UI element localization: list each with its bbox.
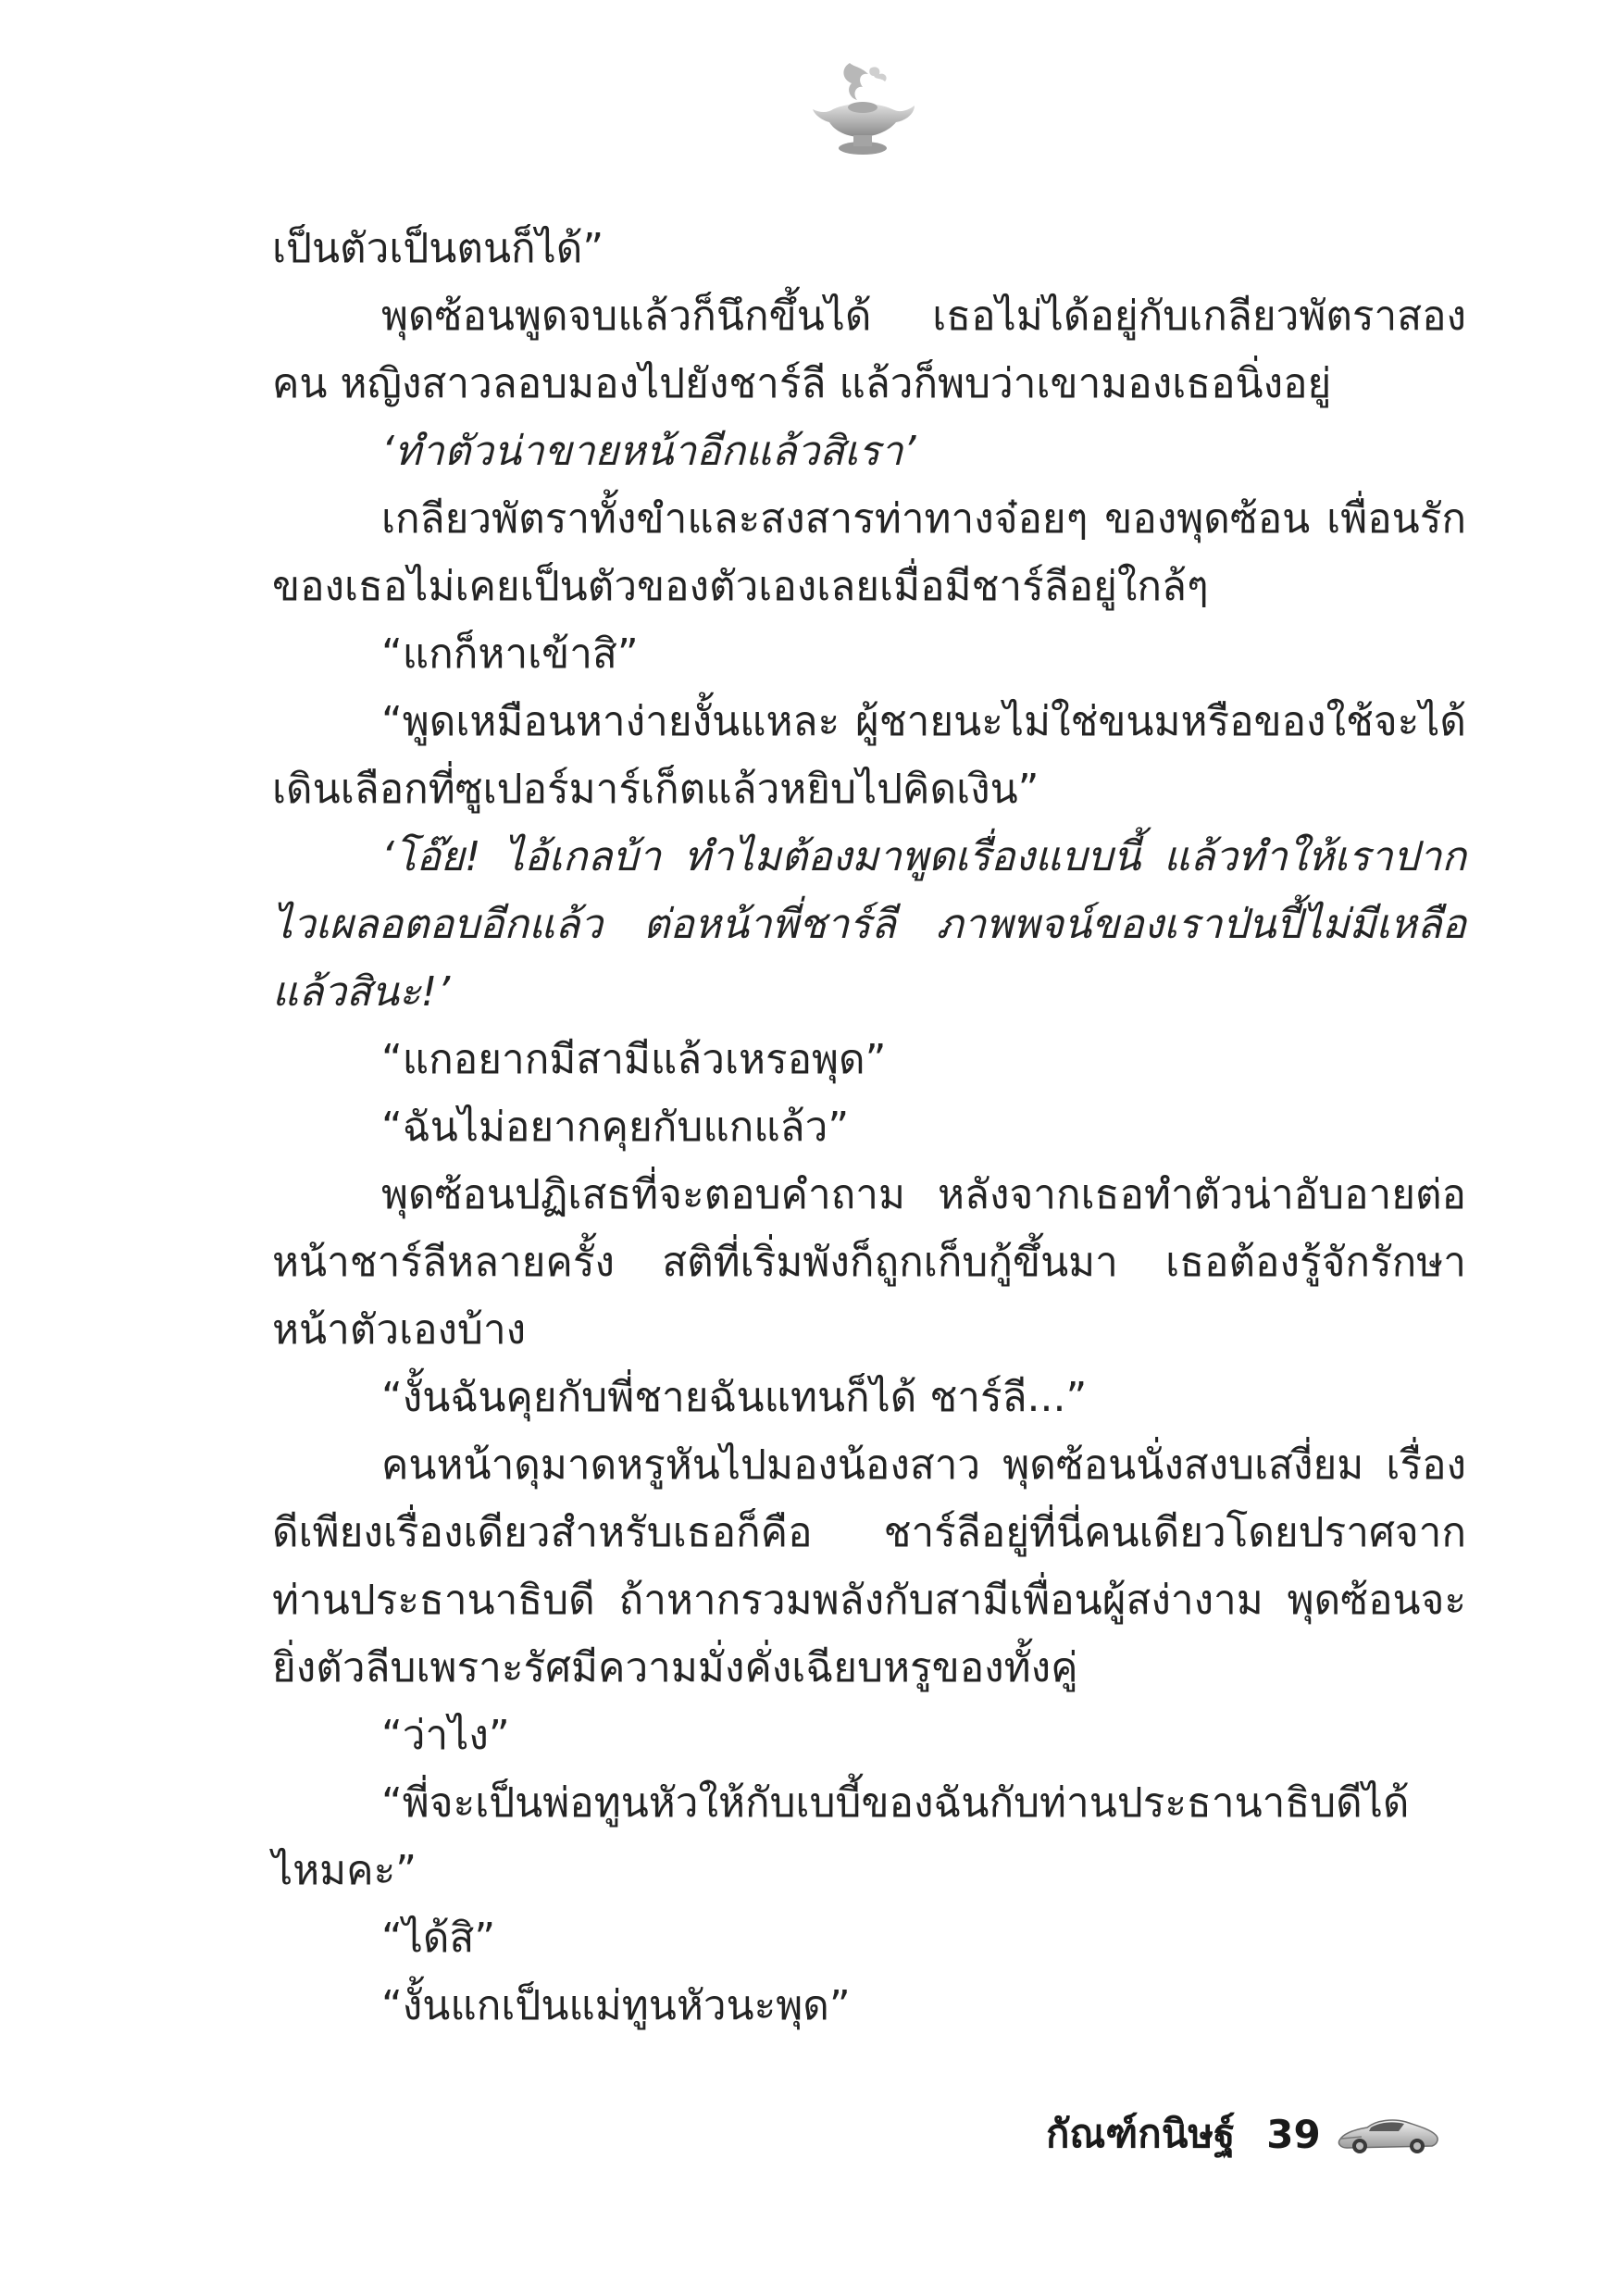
sports-car-icon (1334, 2109, 1441, 2159)
genie-lamp-icon (796, 56, 926, 167)
paragraph-11-dialogue: “งั้นฉันคุยกับพี่ชายฉันแทนก็ได้ ชาร์ลี...” (381, 1374, 1088, 1421)
paragraph-8-dialogue: “แกอยากมีสามีแล้วเหรอพุด” (381, 1036, 887, 1083)
page-number: 39 (1266, 2111, 1321, 2157)
paragraph-16-dialogue: “งั้นแกเป็นแม่ทูนหัวนะพุด” (381, 1982, 851, 2029)
paragraph-15-dialogue: “ได้สิ” (381, 1915, 496, 1962)
paragraph-10: พุดซ้อนปฏิเสธที่จะตอบคำถาม หลังจากเธอทำตัวน่าอับอายต่อหน้าชาร์ลีหลายครั้ง สติที่เริ่มพังก็ถูกเก็บกู้ขึ้นมา เธอต้องรู้จักรักษาหน้าตัวเองบ้าง (272, 1171, 1466, 1354)
paragraph-12: คนหน้าดุมาดหรูหันไปมองน้องสาว พุดซ้อนนั่งสงบเสงี่ยม เรื่องดีเพียงเรื่องเดียวสำหรับเธอก็คือ ชาร์ลีอยู่ที่นี่คนเดียวโดยปราศจากท่านประธานาธิบดี ถ้าหากรวมพลังกับสามีเพื่อนผู้สง่างาม พุดซ้อนจะยิ่งตัวลีบเพราะรัศมีความมั่งคั่งเฉียบหรูของทั้งคู่ (272, 1441, 1466, 1691)
paragraph-1: เป็นตัวเป็นตนก็ได้” (272, 225, 604, 272)
paragraph-13-dialogue: “ว่าไง” (381, 1712, 510, 1759)
paragraph-3-thought: ‘ทำตัวน่าขายหน้าอีกแล้วสิเรา’ (381, 428, 916, 475)
author-name: กัณฑ์กนิษฐ์ (1046, 2111, 1236, 2156)
paragraph-6-dialogue: “พูดเหมือนหาง่ายงั้นแหละ ผู้ชายนะไม่ใช่ขนมหรือของใช้จะได้เดินเลือกที่ซูเปอร์มาร์เก็ตแล้วหยิบไปคิดเงิน” (272, 698, 1466, 813)
paragraph-5-dialogue: “แกก็หาเข้าสิ” (381, 630, 639, 678)
paragraph-2: พุดซ้อนพูดจบแล้วก็นึกขึ้นได้ เธอไม่ได้อยู่กับเกลียวพัตราสองคน หญิงสาวลอบมองไปยังชาร์ลี แล้วก็พบว่าเขามองเธอนิ่งอยู่ (272, 293, 1466, 407)
paragraph-14-dialogue: “พี่จะเป็นพ่อทูนหัวให้กับเบบี้ของฉันกับท่านประธานาธิบดีได้ไหมคะ” (272, 1779, 1410, 1894)
paragraph-4: เกลียวพัตราทั้งขำและสงสารท่าทางจ๋อยๆ ของพุดซ้อน เพื่อนรักของเธอไม่เคยเป็นตัวของตัวเองเลยเมื่อมีชาร์ลีอยู่ใกล้ๆ (272, 495, 1466, 610)
paragraph-7-thought: ‘โอ๊ย! ไอ้เกลบ้า ทำไมต้องมาพูดเรื่องแบบนี้ แล้วทำให้เราปากไวเผลอตอบอีกแล้ว ต่อหน้าพี่ชาร์ลี ภาพพจน์ของเราป่นปี้ไม่มีเหลือแล้วสินะ!’ (272, 833, 1466, 1016)
page-footer (1046, 2102, 1472, 2166)
paragraph-9-dialogue: “ฉันไม่อยากคุยกับแกแล้ว” (381, 1104, 850, 1151)
story-text (272, 215, 1466, 2040)
